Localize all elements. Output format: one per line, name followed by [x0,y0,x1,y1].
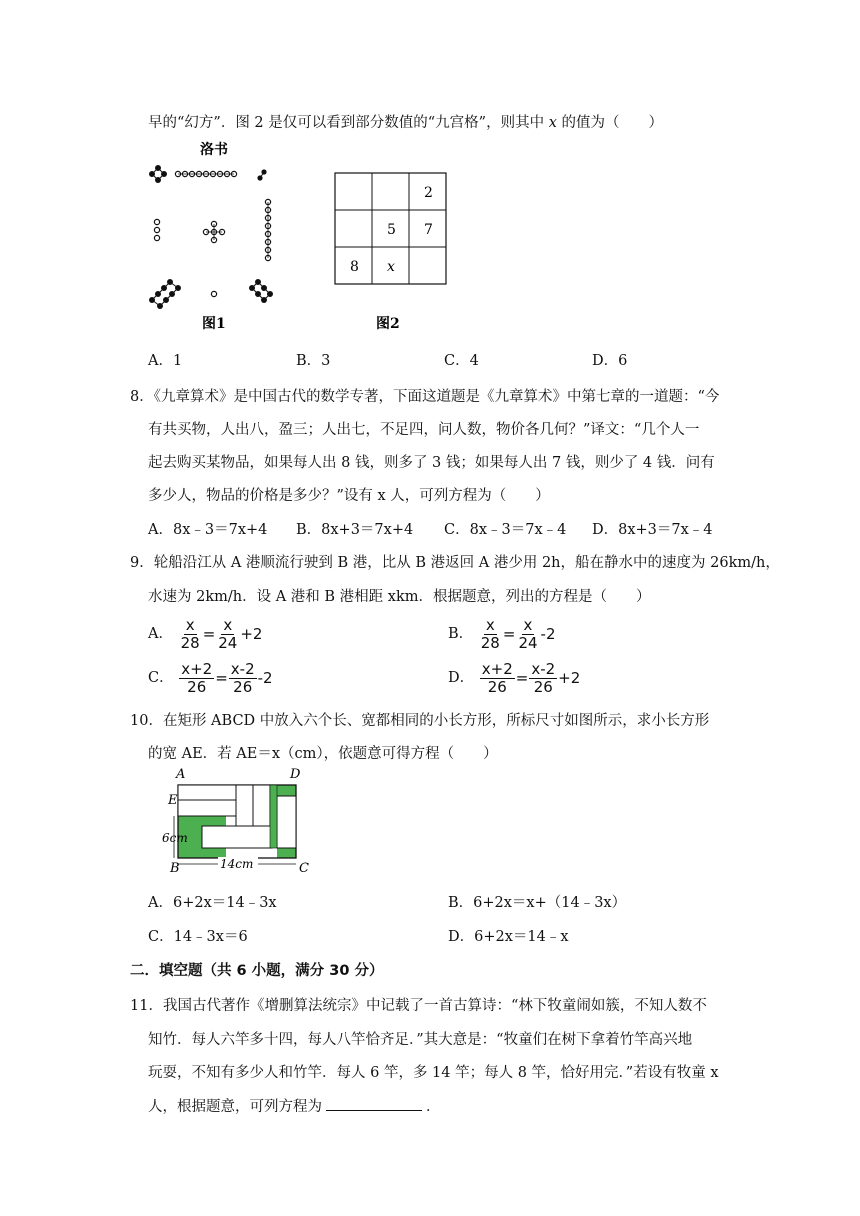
q11-end: ． [426,1099,441,1115]
q9-option-c[interactable]: C． $\frac{x+2}{26}$ = $\frac{x-2}{26}$ -2 [148,660,273,696]
q7-option-a[interactable]: A．1 [148,353,183,369]
green-region-top-right [277,785,296,796]
q8-line-4: 多少人，物品的价格是多少？”设有 x 人，可列方程为（ ） [148,488,550,504]
q9-line-1: 9．轮船沿江从 A 港顺流行驶到 B 港，比从 B 港返回 A 港少用 2h，船在静水中的速度为 26km/h， [130,555,780,571]
label-b: B [170,861,180,876]
q8-line-3: 起去购买某物品，如果每人出 8 钱，则多了 3 钱；如果每人出 7 钱，则少了 4 钱．问有 [148,455,715,471]
q10-line-2: 的宽 AE．若 AE＝x（cm），依题意可得方程（ ） [148,746,498,762]
fraction: $\frac{x}{24}$ [518,616,538,652]
nine-grid-figure [330,168,460,338]
q10-option-b[interactable]: B．6+2x＝x+（14﹣3x） [448,895,627,911]
fig1-title: 洛书 [200,142,228,158]
q7-stem-text: 早的“幻方”．图 2 是仅可以看到部分数值的“九宫格”，则其中 [148,115,545,131]
q8-option-b[interactable]: B．8x+3＝7x+4 [296,522,414,538]
q10-option-c[interactable]: C．14﹣3x＝6 [148,929,248,945]
q10-option-a[interactable]: A．6+2x＝14﹣3x [148,895,277,911]
q7-option-c[interactable]: C．4 [444,353,479,369]
option-letter: B． [448,626,474,642]
q8-option-c[interactable]: C．8x﹣3＝7x﹣4 [444,522,567,538]
q11-line-1: 11．我国古代著作《增删算法统宗》中记载了一首古算诗：“林下牧童闹如簇，不知人数不 [130,998,707,1014]
section-heading: 二．填空题（共 6 小题，满分 30 分） [130,963,384,979]
grid-cell-value: 8 [350,259,359,275]
q7-option-d[interactable]: D．6 [592,353,628,369]
label-e: E [168,793,178,808]
grid-cell-value: x [387,259,395,275]
option-letter: A． [148,626,173,642]
fraction: $\frac{x-2}{26}$ [230,660,255,696]
fraction: $\frac{x}{28}$ [480,616,500,652]
label-d: D [290,767,301,782]
q10-option-d[interactable]: D．6+2x＝14﹣x [448,929,569,945]
fraction: $\frac{x-2}{26}$ [531,660,556,696]
q7-variable: x [548,115,557,131]
q10-line-1: 10．在矩形 ABCD 中放入六个长、宽都相同的小长方形，所标尺寸如图所示，求小长方形 [130,713,710,729]
option-letter: C． [148,670,174,686]
q9-line-2: 水速为 2km/h．设 A 港和 B 港相距 xkm．根据题意，列出的方程是（ ） [148,589,651,605]
rectangle-figure [162,764,322,876]
label-a: A [176,767,186,782]
q9-option-a[interactable]: A． $\frac{x}{28}$ = $\frac{x}{24}$ +2 [148,616,263,652]
q8-option-d[interactable]: D．8x+3＝7x﹣4 [592,522,713,538]
green-region-bottom-right [277,848,296,858]
q7-stem-end: 的值为（ ） [561,115,663,131]
q8-option-a[interactable]: A．8x﹣3＝7x+4 [148,522,268,538]
label-14cm: 14cm [220,857,254,871]
q7-stem-line [148,111,663,132]
q11-line-3: 玩耍，不知有多少人和竹竿．每人 6 竿，多 14 竿；每人 8 竿，恰好用完．”若设有牧童 x [148,1065,719,1081]
fraction: $\frac{x}{28}$ [180,616,200,652]
grid-cell-value: 7 [424,222,433,238]
answer-blank[interactable] [326,1094,422,1111]
q7-option-b[interactable]: B．3 [296,353,331,369]
fraction: $\frac{x+2}{26}$ [181,660,213,696]
fraction: $\frac{x+2}{26}$ [481,660,513,696]
q8-line-1: 8．《九章算术》是中国古代的数学专著，下面这道题是《九章算术》中第七章的一道题：“今 [130,389,720,405]
q9-option-d[interactable]: D． $\frac{x+2}{26}$ = $\frac{x-2}{26}$ +2 [448,660,581,696]
option-letter: D． [448,670,475,686]
q11-line-2: 知竹．每人六竿多十四，每人八竿恰齐足．”其大意是：“牧童们在树下拿着竹竿高兴地 [148,1032,693,1048]
fig2-caption: 图2 [376,316,400,332]
q8-line-2: 有共买物，人出八，盈三；人出七，不足四，问人数，物价各几何？”译文：“几个人一 [148,422,700,438]
grid-cell-value: 2 [424,185,433,201]
label-6cm: 6cm [162,831,188,845]
q11-line-4 [148,1094,441,1116]
fraction: $\frac{x}{24}$ [218,616,238,652]
q11-line-4-text: 人，根据题意，可列方程为 [148,1099,322,1115]
luoshu-figure [140,138,300,338]
label-c: C [299,861,309,876]
q9-option-b[interactable]: B． $\frac{x}{28}$ = $\frac{x}{24}$ -2 [448,616,556,652]
grid-cell-value: 5 [387,222,396,238]
fig1-caption: 图1 [202,316,226,332]
